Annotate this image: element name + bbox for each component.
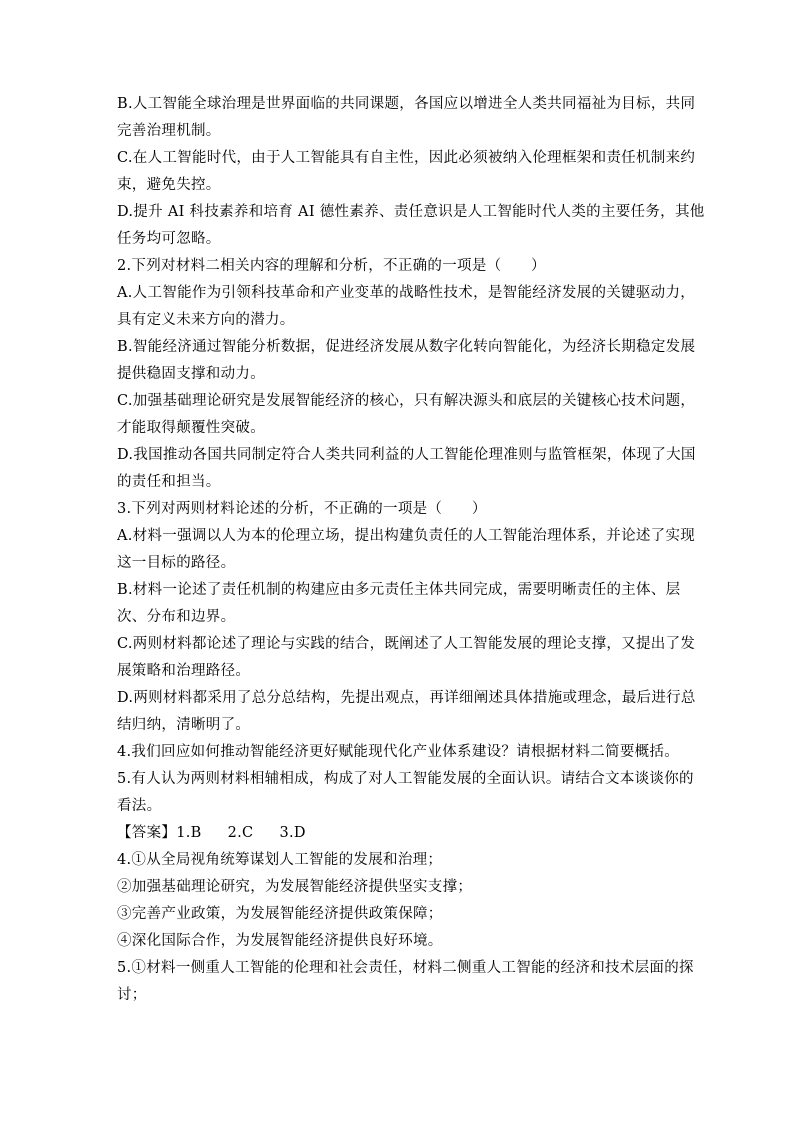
paragraph-line: 结归纳，清晰明了。 (117, 717, 251, 733)
paragraph-line: B.智能经济通过智能分析数据，促进经济发展从数字化转向智能化，为经济长期稳定发展 (117, 339, 696, 355)
paragraph-line: D.提升 AI 科技素养和培育 AI 德性素养、责任意识是人工智能时代人类的主要任务，其他 (117, 204, 705, 220)
paragraph-line: 具有定义未来方向的潜力。 (117, 312, 295, 328)
paragraph-line: C.加强基础理论研究是发展智能经济的核心，只有解决源头和底层的关键核心技术问题， (117, 393, 696, 409)
paragraph-line: D.两则材料都采用了总分总结构，先提出观点，再详细阐述具体措施或理念，最后进行总 (117, 690, 696, 706)
answer-2: 2.C (227, 825, 254, 841)
question-line: 4.我们回应如何推动智能经济更好赋能现代化产业体系建设？请根据材料二简要概括。 (117, 744, 680, 760)
answer-detail-line: 4.①从全局视角统筹谋划人工智能的发展和治理； (117, 852, 443, 868)
paragraph-line: 才能取得颠覆性突破。 (117, 420, 265, 436)
question-line: 2.下列对材料二相关内容的理解和分析，不正确的一项是（ ） (117, 258, 546, 274)
answer-label: 【答案】 (117, 825, 177, 841)
paragraph-line: B.材料一论述了责任机制的构建应由多元责任主体共同完成，需要明晰责任的主体、层 (117, 582, 681, 598)
paragraph-line: 展策略和治理路径。 (117, 663, 251, 679)
paragraph-line: 次、分布和边界。 (117, 609, 236, 625)
paragraph-line: 这一目标的路径。 (117, 555, 236, 571)
paragraph-line: 看法。 (117, 798, 162, 814)
paragraph-line: C.两则材料都论述了理论与实践的结合，既阐述了人工智能发展的理论支撑，又提出了发 (117, 636, 696, 652)
paragraph-line: A.人工智能作为引领科技革命和产业变革的战略性技术，是智能经济发展的关键驱动力， (117, 285, 696, 301)
answer-line (117, 823, 677, 843)
answer-detail-line: 5.①材料一侧重人工智能的伦理和社会责任，材料二侧重人工智能的经济和技术层面的探 (117, 960, 694, 976)
answer-detail-line: ④深化国际合作，为发展智能经济提供良好环境。 (117, 933, 443, 949)
answer-detail-line: 讨； (117, 987, 147, 1003)
paragraph-line: 任务均可忽略。 (117, 231, 221, 247)
paragraph-line: 的责任和担当。 (117, 474, 221, 490)
paragraph-line: 束，避免失控。 (117, 177, 221, 193)
paragraph-line: A.材料一强调以人为本的伦理立场，提出构建负责任的人工智能治理体系，并论述了实现 (117, 528, 696, 544)
question-line: 5.有人认为两则材料相辅相成，构成了对人工智能发展的全面认识。请结合文本谈谈你的 (117, 771, 694, 787)
paragraph-line: C.在人工智能时代，由于人工智能具有自主性，因此必须被纳入伦理框架和责任机制来约 (117, 150, 696, 166)
answer-3: 3.D (279, 825, 306, 841)
answer-detail-line: ③完善产业政策，为发展智能经济提供政策保障； (117, 906, 443, 922)
answer-detail-line: ②加强基础理论研究，为发展智能经济提供坚实支撑； (117, 879, 473, 895)
paragraph-line: D.我国推动各国共同制定符合人类共同利益的人工智能伦理准则与监管框架，体现了大国 (117, 447, 696, 463)
question-line: 3.下列对两则材料论述的分析，不正确的一项是（ ） (117, 501, 487, 517)
paragraph-line: B.人工智能全球治理是世界面临的共同课题，各国应以增进全人类共同福祉为目标，共同 (117, 96, 696, 112)
paragraph-line: 提供稳固支撑和动力。 (117, 366, 265, 382)
paragraph-line: 完善治理机制。 (117, 123, 221, 139)
answer-1: 1.B (176, 825, 202, 841)
